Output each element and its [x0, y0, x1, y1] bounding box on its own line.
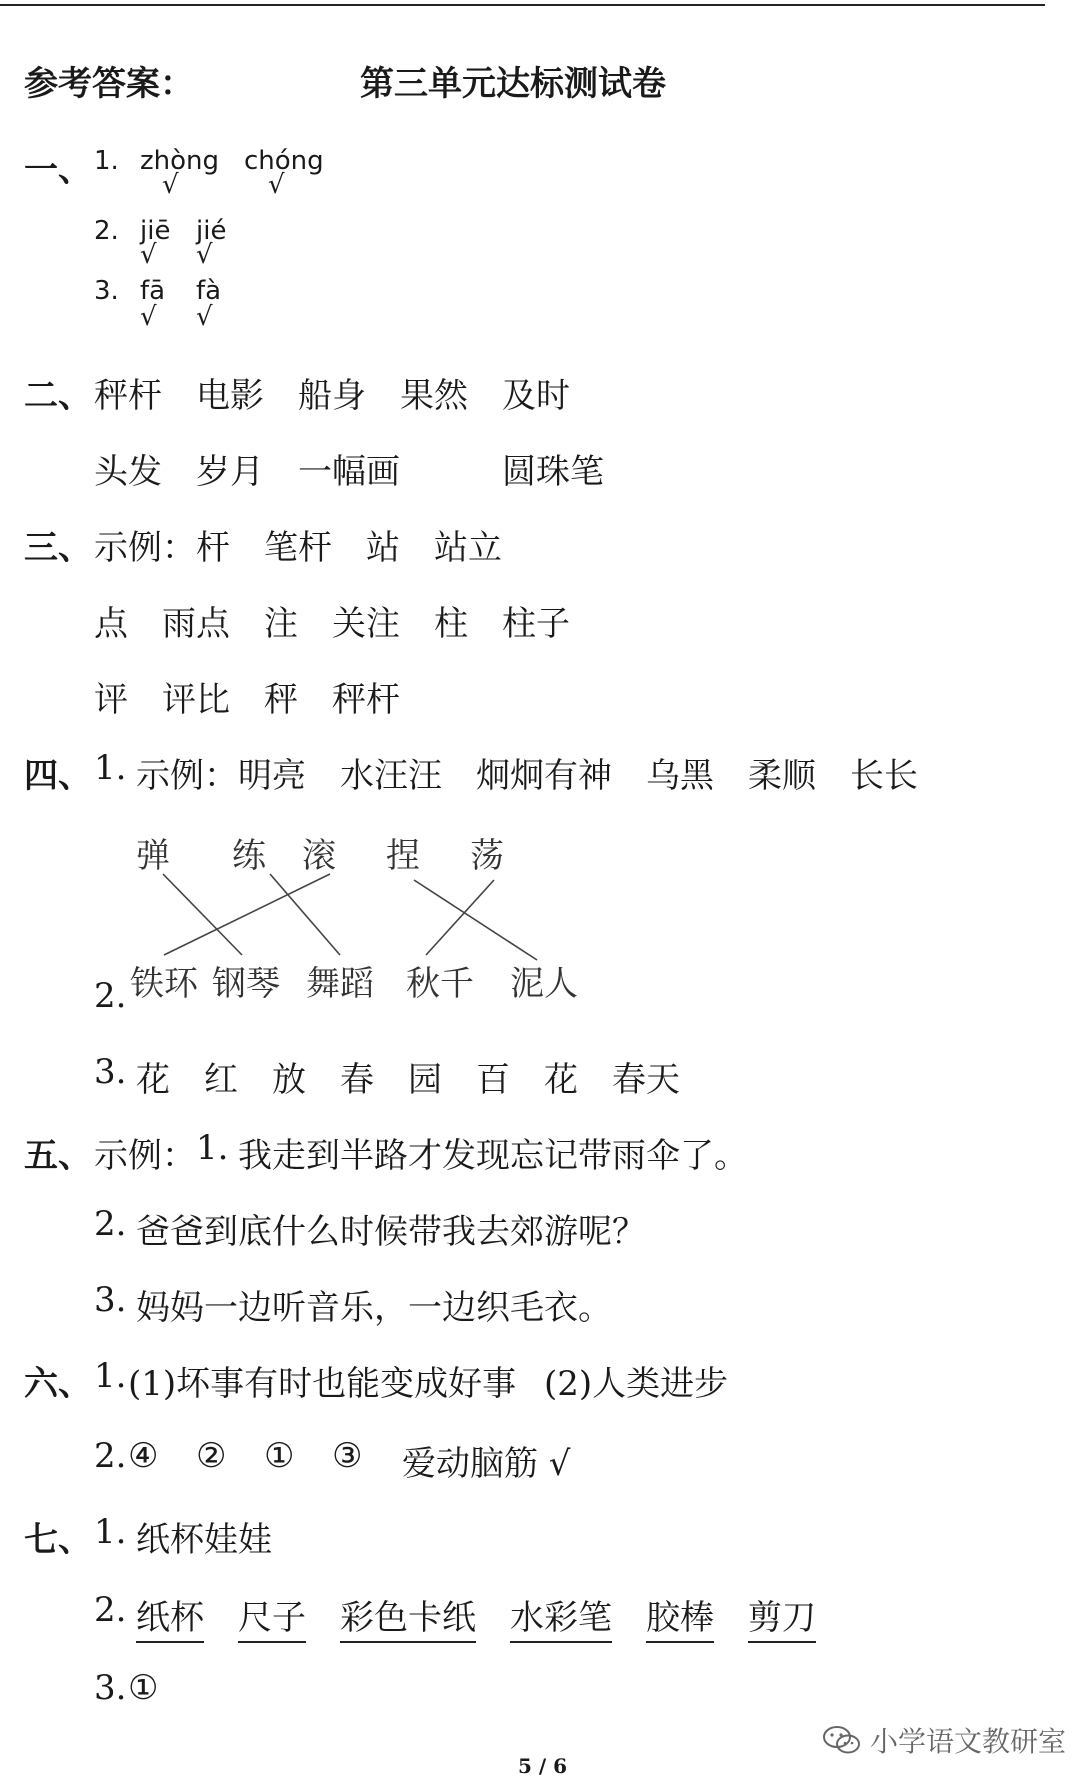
- answer-word: 杆: [196, 528, 230, 568]
- answer-word: 乌黑: [646, 756, 714, 796]
- answer-word: 柱子: [502, 604, 570, 644]
- answer-sentence: 爸爸到底什么时候带我去郊游呢？: [136, 1212, 646, 1252]
- pinyin-text: zhòng: [140, 146, 220, 176]
- match-top-char: 弹: [136, 836, 170, 876]
- answer-sentence: 妈妈一边听音乐，一边织毛衣。: [136, 1288, 612, 1328]
- answer-word: 评比: [162, 680, 230, 720]
- material-item: 胶棒: [646, 1590, 714, 1643]
- answer-word: 岁月: [196, 452, 264, 492]
- item-number: 1.: [94, 1512, 127, 1552]
- page-title: 第三单元达标测试卷: [360, 64, 666, 104]
- section-3-label: 三、: [24, 528, 92, 568]
- pinyin-text: chóng: [244, 146, 324, 176]
- item-number: 3.: [94, 1280, 127, 1320]
- material-item: 纸杯: [136, 1590, 204, 1643]
- check-mark: √: [162, 170, 179, 200]
- match-bottom-word: 钢琴: [212, 964, 280, 1004]
- match-bottom-word: 泥人: [510, 964, 578, 1004]
- answer-word: 秤: [264, 680, 298, 720]
- item-number: 3.: [94, 1052, 127, 1092]
- section-2-label: 二、: [24, 376, 92, 416]
- section-4-label: 四、: [24, 756, 92, 796]
- match-bottom-word: 铁环: [130, 964, 198, 1004]
- pinyin-text: jiē: [140, 216, 171, 246]
- item-number: 2.: [94, 216, 119, 246]
- answer-word: 笔杆: [264, 528, 332, 568]
- match-top-char: 练: [232, 836, 266, 876]
- answer-text: ①: [128, 1668, 159, 1708]
- answer-char: 花: [544, 1060, 578, 1100]
- answer-word: 站: [366, 528, 400, 568]
- answer-word: 电影: [196, 376, 264, 416]
- watermark-text: 小学语文教研室: [870, 1725, 1067, 1758]
- item-number: 2.: [94, 1436, 127, 1476]
- item-number: 1.: [94, 1356, 127, 1396]
- answer-word: 评: [94, 680, 128, 720]
- example-label: 示例：: [94, 528, 196, 568]
- answer-word: 站立: [434, 528, 502, 568]
- answer-text: 爱动脑筋 √: [402, 1444, 571, 1484]
- example-label: 示例：: [94, 1136, 196, 1176]
- answer-word: 关注: [332, 604, 400, 644]
- answer-char: 花: [136, 1060, 170, 1100]
- answer-word: 船身: [298, 376, 366, 416]
- page-number: 5 / 6: [518, 1754, 568, 1778]
- item-number: 2.: [94, 1590, 127, 1630]
- match-top-char: 荡: [470, 836, 504, 876]
- watermark: [822, 1720, 1066, 1760]
- answer-word: 炯炯有神: [476, 756, 612, 796]
- match-top-char: 滚: [302, 836, 336, 876]
- answer-word: 雨点: [162, 604, 230, 644]
- item-number: 2.: [94, 1204, 127, 1244]
- check-mark: √: [268, 170, 285, 200]
- answer-word: 长长: [850, 756, 918, 796]
- answer-char: 放: [272, 1060, 306, 1100]
- item-number: 1.: [94, 748, 127, 788]
- answer-word: 一幅画: [298, 452, 400, 492]
- example-label: 示例：: [136, 756, 238, 796]
- answer-word: 注: [264, 604, 298, 644]
- pinyin-text: fà: [196, 276, 222, 306]
- match-top-char: 捏: [386, 836, 420, 876]
- match-line: [163, 874, 242, 955]
- answer-char: 园: [408, 1060, 442, 1100]
- section-7-label: 七、: [24, 1520, 92, 1560]
- check-mark: √: [196, 240, 213, 270]
- answer-char: 春: [340, 1060, 374, 1100]
- answer-char: 红: [204, 1060, 238, 1100]
- match-bottom-word: 舞蹈: [306, 964, 374, 1004]
- item-number: 3.: [94, 1668, 127, 1708]
- material-item: 彩色卡纸: [340, 1590, 476, 1643]
- item-number: 1.: [196, 1128, 229, 1168]
- order-mark: ②: [196, 1436, 227, 1476]
- answer-word: 头发: [94, 452, 162, 492]
- answer-word: 果然: [400, 376, 468, 416]
- pinyin-text: jié: [196, 216, 227, 246]
- answer-word: 柱: [434, 604, 468, 644]
- answer-text: 纸杯娃娃: [136, 1520, 272, 1560]
- answer-word: 及时: [502, 376, 570, 416]
- answer-word: 点: [94, 604, 128, 644]
- answer-sentence: (1)坏事有时也能变成好事: [128, 1364, 517, 1404]
- item-number: 1.: [94, 146, 119, 176]
- answer-word: 秤杆: [332, 680, 400, 720]
- material-item: 尺子: [238, 1590, 306, 1643]
- answer-sentence: (2)人类进步: [544, 1364, 729, 1404]
- check-mark: √: [140, 302, 157, 332]
- order-mark: ③: [332, 1436, 363, 1476]
- section-6-label: 六、: [24, 1364, 92, 1404]
- item-number: 2.: [94, 976, 127, 1016]
- answer-word: 水汪汪: [340, 756, 442, 796]
- answer-word: 明亮: [238, 756, 306, 796]
- material-item: 水彩笔: [510, 1590, 612, 1643]
- order-mark: ①: [264, 1436, 295, 1476]
- item-number: 3.: [94, 276, 119, 306]
- material-item: 剪刀: [748, 1590, 816, 1643]
- answer-sentence: 我走到半路才发现忘记带雨伞了。: [238, 1136, 748, 1176]
- answer-word: 圆珠笔: [502, 452, 604, 492]
- order-mark: ④: [128, 1436, 159, 1476]
- match-bottom-word: 秋千: [406, 964, 474, 1004]
- match-line: [426, 880, 494, 955]
- answer-word: 柔顺: [748, 756, 816, 796]
- answer-char: 百: [476, 1060, 510, 1100]
- pinyin-text: fā: [140, 276, 166, 306]
- section-5-label: 五、: [24, 1136, 92, 1176]
- check-mark: √: [196, 302, 213, 332]
- answer-word: 秤杆: [94, 376, 162, 416]
- answer-word: 春天: [612, 1060, 680, 1100]
- wechat-icon: [822, 1724, 862, 1756]
- answer-label: 参考答案：: [24, 64, 194, 104]
- section-1-label: 一、: [24, 150, 92, 190]
- check-mark: √: [140, 240, 157, 270]
